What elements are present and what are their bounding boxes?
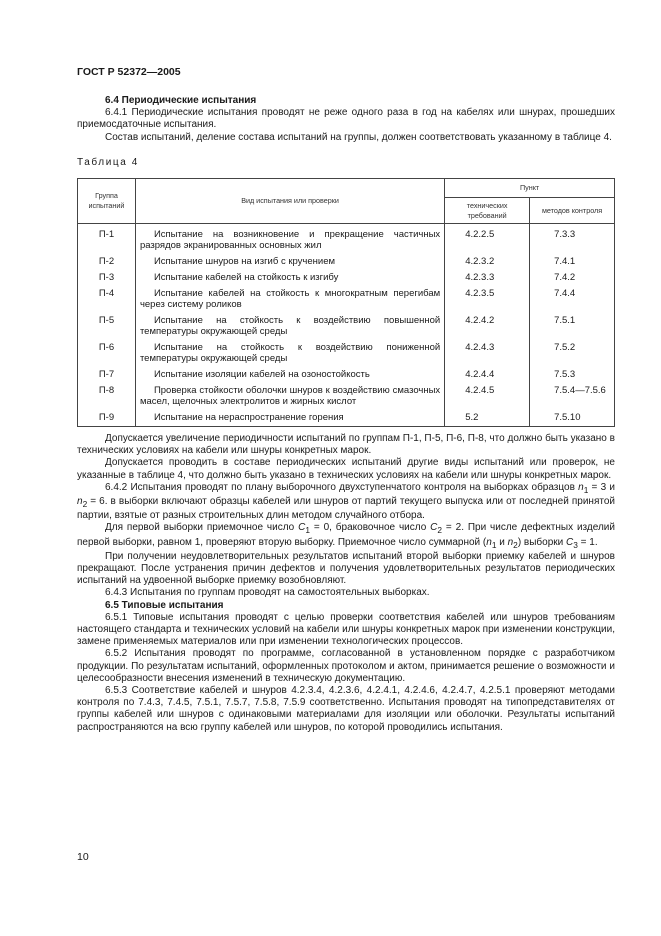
acceptance-text-b: , браковочное число: [329, 522, 431, 534]
cell-requirement: 4.2.3.2: [445, 254, 530, 270]
table-row: [78, 340, 615, 367]
cell-requirement: 4.2.3.3: [445, 270, 530, 286]
cell-kind: [135, 410, 444, 427]
paragraph-6-4-2-text-b: в выборки включают образцы кабелей или шнуров от партий текущего выпуска или от последней принятой партии, взятые от разных строительных длин методом случайного отбора.: [77, 496, 615, 522]
cell-method: 7.5.10: [530, 410, 615, 427]
table-row: [78, 254, 615, 270]
section-6-5-heading: 6.5 Типовые испытания: [105, 599, 224, 611]
paragraph-6-4-1: 6.4.1 Периодические испытания проводят не реже одного раза в год на кабелях или шнурах, прошедших приемосдаточные испытания.: [77, 107, 615, 131]
cell-kind-text: Испытание на стойкость к воздействию повышенной температуры окружающей среды: [139, 315, 441, 338]
cell-kind-text: Испытание на нераспространение горения: [153, 412, 344, 424]
header-group: Группа испытаний: [78, 179, 136, 224]
cell-group: П-4: [78, 286, 136, 313]
cell-method: 7.5.4—7.5.6: [530, 383, 615, 410]
page-content: [77, 95, 615, 734]
cell-group: П-6: [78, 340, 136, 367]
paragraph-6-5-1: 6.5.1 Типовые испытания проводят с целью проверки соответствия кабелей или шнуров требованиям настоящего стандарта и технических условий на кабели или шнуры конкретных марок при изменении конструкции, замене применяемых материалов или при изменении технологических процессов.: [77, 611, 615, 648]
cell-kind-text: Испытание на стойкость к воздействию пониженной температуры окружающей среды: [139, 342, 441, 365]
section-6-4-heading: 6.4 Периодические испытания: [105, 95, 257, 106]
table-4: [77, 178, 615, 427]
cell-group: П-9: [78, 410, 136, 427]
cell-group: П-2: [78, 254, 136, 270]
cell-kind: [135, 224, 444, 255]
paragraph-6-4-3: 6.4.3 Испытания по группам проводят на самостоятельных выборках.: [105, 587, 430, 599]
cell-method: 7.4.4: [530, 286, 615, 313]
table-row: [78, 367, 615, 383]
acceptance-text-a: Для первой выборки приемочное число: [105, 522, 299, 534]
paragraph-6-4-2-text-a: 6.4.2 Испытания проводят по плану выборочного двухступенчатого контроля на выборках образцов: [105, 481, 579, 493]
paragraph-table-ref: Состав испытаний, деление состава испытаний на группы, должен соответствовать указанному в таблице 4.: [105, 131, 612, 143]
table-row: [78, 270, 615, 286]
cell-group: П-3: [78, 270, 136, 286]
cell-method: 7.5.2: [530, 340, 615, 367]
cell-requirement: 4.2.3.5: [445, 286, 530, 313]
cell-method: 7.4.1: [530, 254, 615, 270]
header-point: Пункт: [445, 179, 615, 198]
cell-kind: [135, 383, 444, 410]
page-number: 10: [77, 851, 89, 863]
cell-group: П-1: [78, 224, 136, 255]
cell-kind: [135, 367, 444, 383]
cell-group: П-8: [78, 383, 136, 410]
cell-method: 7.5.3: [530, 367, 615, 383]
cell-kind: [135, 286, 444, 313]
paragraph-6-5-2: 6.5.2 Испытания проводят по программе, согласованной в установленном порядке с разработчиком продукции. По результатам испытаний, оформленных протоколом и актом, принимается решение о возможности и целесообразности внесения изменений в техническую документацию.: [77, 648, 615, 684]
paragraph-6-5-3: 6.5.3 Соответствие кабелей и шнуров 4.2.3.4, 4.2.3.6, 4.2.4.1, 4.2.4.6, 4.2.4.7, 4.2.5.1 проверяют методами контроля по 7.4.3, 7.4.5, 7.5.1, 7.5.7, 7.5.8, 7.5.9 соответственно. Испытания проводят на типопредставителях от группы кабелей или шнуров с одинаковыми материалами для изоляции или оболочки. Результаты испытаний распространяются на всю группу кабелей или шнуров, по которой проводились испытания.: [77, 685, 615, 733]
cell-requirement: 4.2.4.4: [445, 367, 530, 383]
table-row: [78, 286, 615, 313]
cell-requirement: 4.2.4.2: [445, 313, 530, 340]
cell-requirement: 5.2: [445, 410, 530, 427]
cell-method: 7.3.3: [530, 224, 615, 255]
cell-requirement: 4.2.2.5: [445, 224, 530, 255]
table-row: [78, 224, 615, 255]
table-row: [78, 383, 615, 410]
cell-requirement: 4.2.4.5: [445, 383, 530, 410]
header-methods: методов контроля: [530, 198, 615, 224]
acceptance-text-c: . При числе дефектных изделий первой выборки, равном 1, проверяют вторую выборку. Приемочное число суммарной (: [77, 522, 615, 548]
cell-method: 7.5.1: [530, 313, 615, 340]
cell-kind-text: Испытание кабелей на стойкость к изгибу: [153, 272, 339, 284]
cell-group: П-7: [78, 367, 136, 383]
cell-kind-text: Испытание на возникновение и прекращение частичных разрядов экранированных основных жил: [139, 229, 441, 252]
document-header: ГОСТ Р 52372—2005: [77, 66, 181, 78]
cell-kind-text: Испытание кабелей на стойкость к многократным перегибам через систему роликов: [139, 288, 441, 311]
cell-kind: [135, 340, 444, 367]
cell-requirement: 4.2.4.3: [445, 340, 530, 367]
table-caption: Таблица 4: [77, 156, 139, 168]
paragraph-frequency: Допускается увеличение периодичности испытаний по группам П-1, П-5, П-6, П-8, что должно быть указано в технических условиях на кабели или шнуры конкретных марок.: [77, 433, 615, 457]
header-kind: Вид испытания или проверки: [135, 179, 444, 224]
paragraph-acceptance-numbers: Для первой выборки приемочное число $C_1 = 0$, браковочное число $C_2 = 2$. При числе дефектных изделий первой выборки, равном 1, проверяют вторую выборку. Приемочное число суммарной ($n_1$ и $n_2$) выборки $C_3 = 1$.: [77, 522, 615, 550]
paragraph-6-4-2: 6.4.2 Испытания проводят по плану выборочного двухступенчатого контроля на выборках образцов $n_1 = 3$ и $n_2 = 6$. в выборки включают образцы кабелей или шнуров от партий текущего выпуска или от последней принятой партии, взятые от разных строительных длин методом случайного отбора.: [77, 481, 615, 522]
cell-kind-text: Проверка стойкости оболочки шнуров к воздействию смазочных масел, щелочных электролитов и жирных кислот: [139, 385, 441, 408]
acceptance-text-d: ) выборки: [517, 536, 567, 548]
cell-group: П-5: [78, 313, 136, 340]
cell-kind-text: Испытание изоляции кабелей на озоностойкость: [153, 369, 370, 381]
cell-kind-text: Испытание шнуров на изгиб с кручением: [153, 256, 336, 268]
header-requirements: технических требований: [445, 198, 530, 224]
paragraph-unsatisfactory: При получении неудовлетворительных результатов испытаний второй выборки приемку кабелей и шнуров прекращают. После устранения причин дефектов и получения удовлетворительных результатов периодических испытаний на удвоенной выборке приемку возобновляют.: [77, 550, 615, 587]
cell-kind: [135, 270, 444, 286]
cell-kind: [135, 313, 444, 340]
cell-kind: [135, 254, 444, 270]
table-row: [78, 410, 615, 427]
table-row: [78, 313, 615, 340]
cell-method: 7.4.2: [530, 270, 615, 286]
paragraph-other-tests: Допускается проводить в составе периодических испытаний другие виды испытаний или проверок, не указанные в таблице 4, что должно быть указано в технических условиях на кабели или шнуры конкретных марок.: [77, 457, 615, 481]
